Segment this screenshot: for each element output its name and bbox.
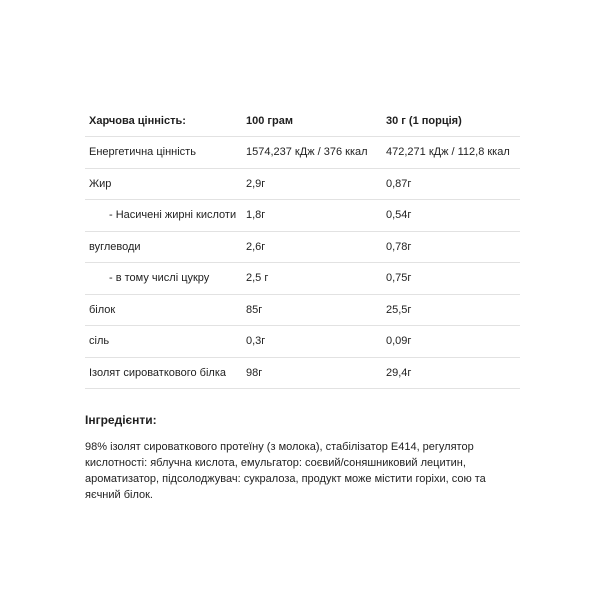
row-name: Ізолят сироваткового білка [85,357,242,389]
nutrition-content [85,106,520,503]
row-per-100g: 0,3г [242,326,382,358]
header-per-100g: 100 грам [242,106,382,137]
row-per-100g: 1,8г [242,200,382,232]
row-per-100g: 2,6г [242,231,382,263]
table-row [85,200,520,232]
row-per-100g: 2,5 г [242,263,382,295]
row-per-serving: 0,09г [382,326,520,358]
row-per-serving: 0,78г [382,231,520,263]
row-per-serving: 0,75г [382,263,520,295]
header-nutrition-value: Харчова цінність: [85,106,242,137]
row-per-100g: 85г [242,294,382,326]
table-header-row [85,106,520,137]
table-row [85,231,520,263]
row-name: Жир [85,168,242,200]
table-row [85,326,520,358]
ingredients-title: Інгредієнти: [85,413,157,427]
row-per-100g: 98г [242,357,382,389]
row-per-serving: 29,4г [382,357,520,389]
table-row [85,168,520,200]
row-name: - в тому числі цукру [85,263,242,295]
row-name: сіль [85,326,242,358]
row-per-serving: 0,87г [382,168,520,200]
nutrition-table [85,106,520,389]
row-name: - Насичені жирні кислоти [85,200,242,232]
row-per-100g: 2,9г [242,168,382,200]
row-name: Енергетична цінність [85,137,242,169]
row-per-serving: 0,54г [382,200,520,232]
ingredients-text: 98% ізолят сироваткового протеїну (з молока), стабілізатор Е414, регулятор кислотності: яблучна кислота, емульгатор: соєвий/соняшниковий лецитин, ароматизатор, підсолоджувач: сукралоза, продукт може містити горіхи, сою та яєчний білок. [85,441,486,501]
table-row [85,137,520,169]
row-per-serving: 472,271 кДж / 112,8 ккал [382,137,520,169]
row-per-serving: 25,5г [382,294,520,326]
header-per-serving: 30 г (1 порція) [382,106,520,137]
table-row [85,294,520,326]
table-row [85,357,520,389]
row-name: білок [85,294,242,326]
row-name: вуглеводи [85,231,242,263]
row-per-100g: 1574,237 кДж / 376 ккал [242,137,382,169]
table-row [85,263,520,295]
